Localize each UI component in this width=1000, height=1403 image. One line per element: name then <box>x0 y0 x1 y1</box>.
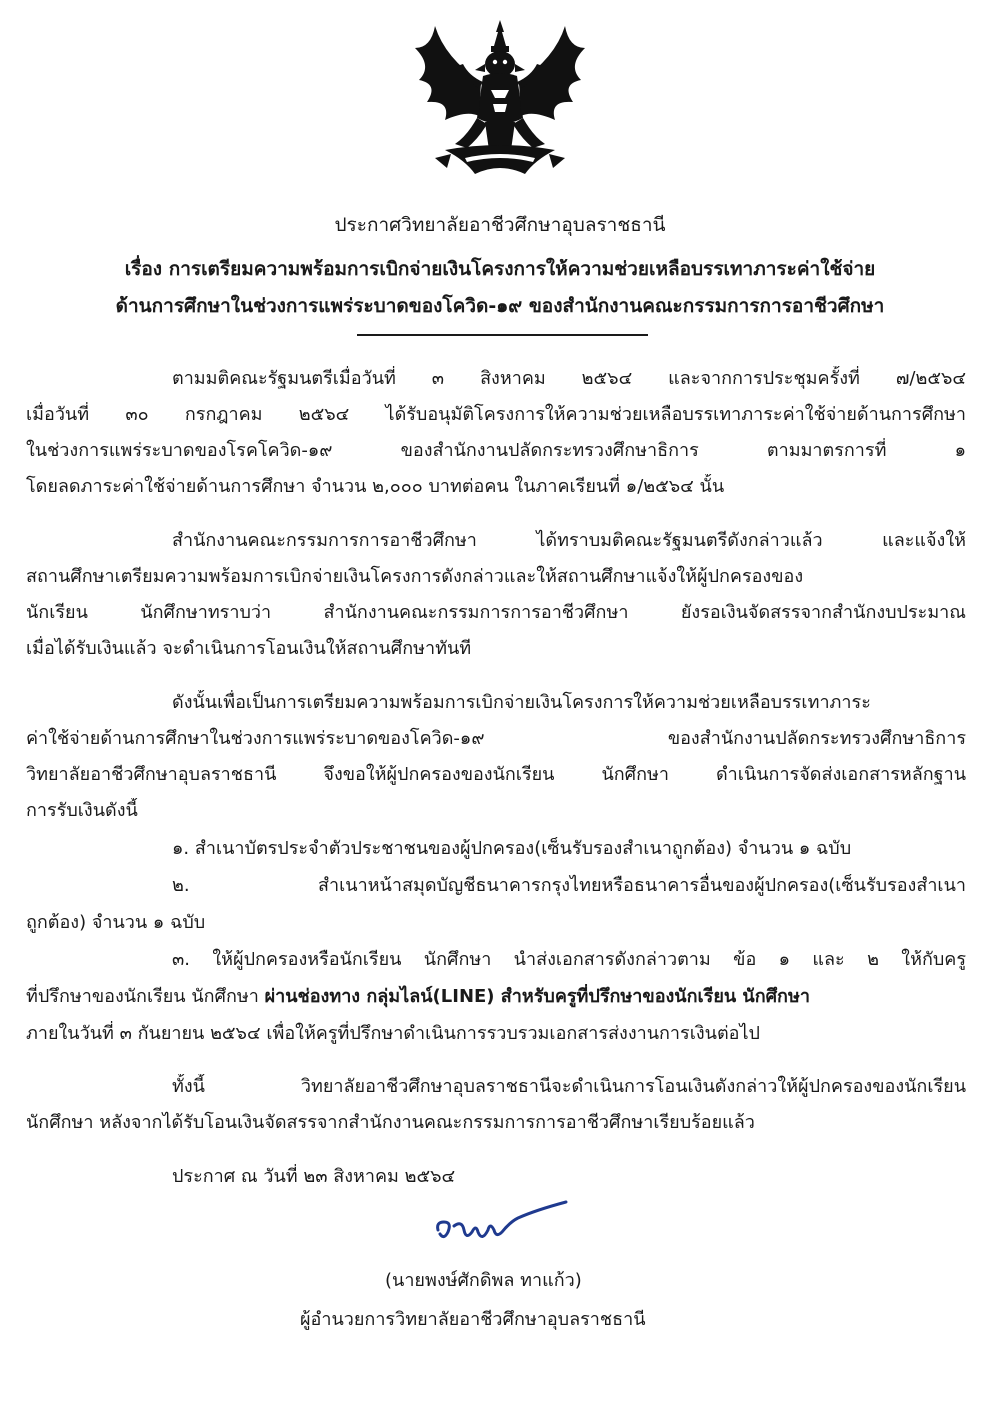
title-divider <box>357 334 648 336</box>
announcement-title: ประกาศวิทยาลัยอาชีวศึกษาอุบลราชธานี <box>334 214 666 236</box>
paragraph-2-line-2: สถานศึกษาเตรียมความพร้อมการเบิกจ่ายเงินโครงการดังกล่าวและให้สถานศึกษาแจ้งให้ผู้ปกครองของ <box>26 566 804 587</box>
paragraph-1-line-1: ตามมติคณะรัฐมนตรีเมื่อวันที่ ๓ สิงหาคม ๒๕๖๔ และจากการประชุมครั้งที่ ๗/๒๕๖๔ <box>172 368 966 389</box>
handwritten-signature <box>432 1200 572 1252</box>
paragraph-1-line-4: โดยลดภาระค่าใช้จ่ายด้านการศึกษา จำนวน ๒,๐๐๐ บาทต่อคน ในภาคเรียนที่ ๑/๒๕๖๔ นั้น <box>26 476 725 497</box>
document-item-2-line-1: ๒. สำเนาหน้าสมุดบัญชีธนาคารกรุงไทยหรือธนาคารอื่นของผู้ปกครอง(เซ็นรับรองสำเนา <box>172 875 966 896</box>
document-item-1: ๑. สำเนาบัตรประจำตัวประชาชนของผู้ปกครอง(เซ็นรับรองสำเนาถูกต้อง) จำนวน ๑ ฉบับ <box>172 838 852 859</box>
paragraph-3-line-2: ค่าใช้จ่ายด้านการศึกษาในช่วงการแพร่ระบาดของโควิด-๑๙ ของสำนักงานปลัดกระทรวงศึกษาธิการ <box>26 728 966 749</box>
garuda-emblem <box>405 18 595 180</box>
subject-line-continued: ด้านการศึกษาในช่วงการแพร่ระบาดของโควิด-๑๙ ของสำนักงานคณะกรรมการการอาชีวศึกษา <box>115 295 885 317</box>
paragraph-4-line-1: ทั้งนี้ วิทยาลัยอาชีวศึกษาอุบลราชธานีจะดำเนินการโอนเงินดังกล่าวให้ผู้ปกครองของนักเรียน <box>172 1076 966 1097</box>
paragraph-3-line-3: วิทยาลัยอาชีวศึกษาอุบลราชธานี จึงขอให้ผู้ปกครองของนักเรียน นักศึกษา ดำเนินการจัดส่งเอกสารหลักฐาน <box>26 764 966 785</box>
signatory-position: ผู้อำนวยการวิทยาลัยอาชีวศึกษาอุบลราชธานี <box>300 1309 646 1330</box>
item-3-plain-text: ที่ปรึกษาของนักเรียน นักศึกษา <box>26 986 265 1007</box>
paragraph-3-line-4: การรับเงินดังนี้ <box>26 800 138 821</box>
paragraph-1-line-2: เมื่อวันที่ ๓๐ กรกฎาคม ๒๕๖๔ ได้รับอนุมัติโครงการให้ความช่วยเหลือบรรเทาภาระค่าใช้จ่ายด้านการศึกษา <box>26 404 966 425</box>
document-item-3-line-2 <box>26 984 966 1010</box>
document-item-3-line-1: ๓. ให้ผู้ปกครองหรือนักเรียน นักศึกษา นำส่งเอกสารดังกล่าวตาม ข้อ ๑ และ ๒ ให้กับครู <box>172 949 966 970</box>
paragraph-2-line-3: นักเรียน นักศึกษาทราบว่า สำนักงานคณะกรรมการการอาชีวศึกษา ยังรอเงินจัดสรรจากสำนักงบประมาณ <box>26 602 966 623</box>
announcement-date: ประกาศ ณ วันที่ ๒๓ สิงหาคม ๒๕๖๔ <box>172 1166 456 1187</box>
document-item-3-line-3: ภายในวันที่ ๓ กันยายน ๒๕๖๔ เพื่อให้ครูที่ปรึกษาดำเนินการรวบรวมเอกสารส่งงานการเงินต่อไป <box>26 1023 760 1044</box>
item-3-line-channel-text: ผ่านช่องทาง กลุ่มไลน์(LINE) สำหรับครูที่ปรึกษาของนักเรียน นักศึกษา <box>264 986 810 1007</box>
signatory-name: (นายพงษ์ศักดิพล ทาแก้ว) <box>385 1270 582 1291</box>
paragraph-4-line-2: นักศึกษา หลังจากได้รับโอนเงินจัดสรรจากสำนักงานคณะกรรมการการอาชีวศึกษาเรียบร้อยแล้ว <box>26 1112 755 1133</box>
subject-line: เรื่อง การเตรียมความพร้อมการเบิกจ่ายเงินโครงการให้ความช่วยเหลือบรรเทาภาระค่าใช้จ่าย <box>124 258 876 280</box>
paragraph-3-line-1: ดังนั้นเพื่อเป็นการเตรียมความพร้อมการเบิกจ่ายเงินโครงการให้ความช่วยเหลือบรรเทาภาระ <box>172 692 871 713</box>
paragraph-1-line-3: ในช่วงการแพร่ระบาดของโรคโควิด-๑๙ ของสำนักงานปลัดกระทรวงศึกษาธิการ ตามมาตรการที่ ๑ <box>26 440 966 461</box>
paragraph-2-line-1: สำนักงานคณะกรรมการการอาชีวศึกษา ได้ทราบมติคณะรัฐมนตรีดังกล่าวแล้ว และแจ้งให้ <box>172 530 966 551</box>
document-item-2-line-2: ถูกต้อง) จำนวน ๑ ฉบับ <box>26 912 206 933</box>
paragraph-2-line-4: เมื่อได้รับเงินแล้ว จะดำเนินการโอนเงินให้สถานศึกษาทันที <box>26 638 472 659</box>
